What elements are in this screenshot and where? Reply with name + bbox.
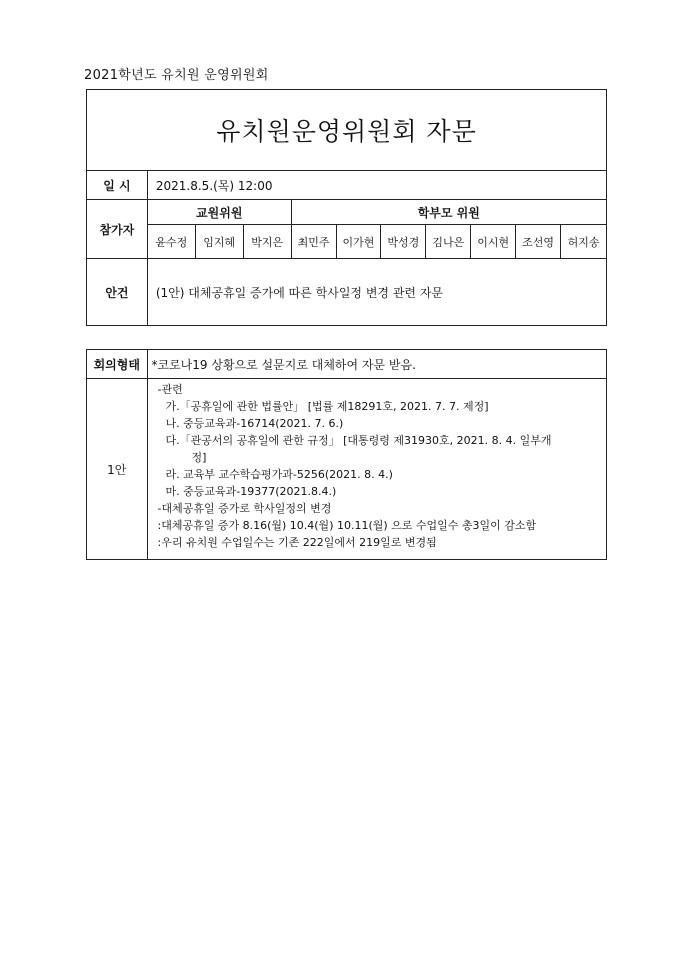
parent-name: 최민주 — [291, 225, 336, 259]
teacher-name: 임지혜 — [195, 225, 243, 259]
parent-name: 이가현 — [336, 225, 381, 259]
parent-name: 박성경 — [381, 225, 426, 259]
detail-line: -대체공휴일 증가로 학사일정의 변경 — [157, 502, 332, 515]
item-label: 1안 — [87, 379, 148, 560]
agenda-value: (1안) 대체공휴일 증가에 따른 학사일정 변경 관련 자문 — [147, 259, 606, 326]
detail-line: 다.「관공서의 공휴일에 관한 규정」 [대통령령 제31930호, 2021. 8. 4. 일부개 — [165, 434, 552, 447]
parent-name: 김나은 — [426, 225, 471, 259]
parent-name: 조선영 — [516, 225, 561, 259]
consultation-table — [86, 89, 607, 326]
meeting-format-label: 회의형태 — [87, 350, 148, 379]
participants-label: 참가자 — [87, 200, 148, 259]
document-header: 2021학년도 유치원 운영위원회 — [84, 68, 269, 83]
item-details — [147, 379, 607, 560]
detail-line: :대체공휴일 증가 8.16(월) 10.4(월) 10.11(월) 으로 수업일수 총3일이 감소함 — [157, 519, 537, 532]
parent-name: 이시현 — [471, 225, 516, 259]
detail-line: -관련 — [157, 383, 183, 396]
date-label: 일 시 — [87, 171, 148, 200]
date-value: 2021.8.5.(목) 12:00 — [147, 171, 606, 200]
detail-line: 정] — [191, 451, 207, 464]
minutes-table — [86, 349, 607, 560]
detail-line: 마. 중등교육과-19377(2021.8.4.) — [165, 485, 337, 498]
detail-line: 나. 중등교육과-16714(2021. 7. 6.) — [165, 417, 344, 430]
teacher-group-header: 교원위원 — [147, 200, 291, 225]
document-title: 유치원운영위원회 자문 — [87, 90, 607, 171]
teacher-name: 박지은 — [243, 225, 291, 259]
detail-line: 가.「공휴일에 관한 법률안」 [법률 제18291호, 2021. 7. 7. 제정] — [165, 400, 489, 413]
parent-name: 허지송 — [561, 225, 607, 259]
meeting-format-value: *코로나19 상황으로 설문지로 대체하여 자문 받음. — [147, 350, 607, 379]
parent-group-header: 학부모 위원 — [291, 200, 606, 225]
detail-line: :우리 유치원 수업일수는 기존 222일에서 219일로 변경됨 — [157, 536, 437, 549]
agenda-label: 안건 — [87, 259, 148, 326]
teacher-name: 윤수정 — [147, 225, 195, 259]
detail-line: 라. 교육부 교수학습평가과-5256(2021. 8. 4.) — [165, 468, 393, 481]
